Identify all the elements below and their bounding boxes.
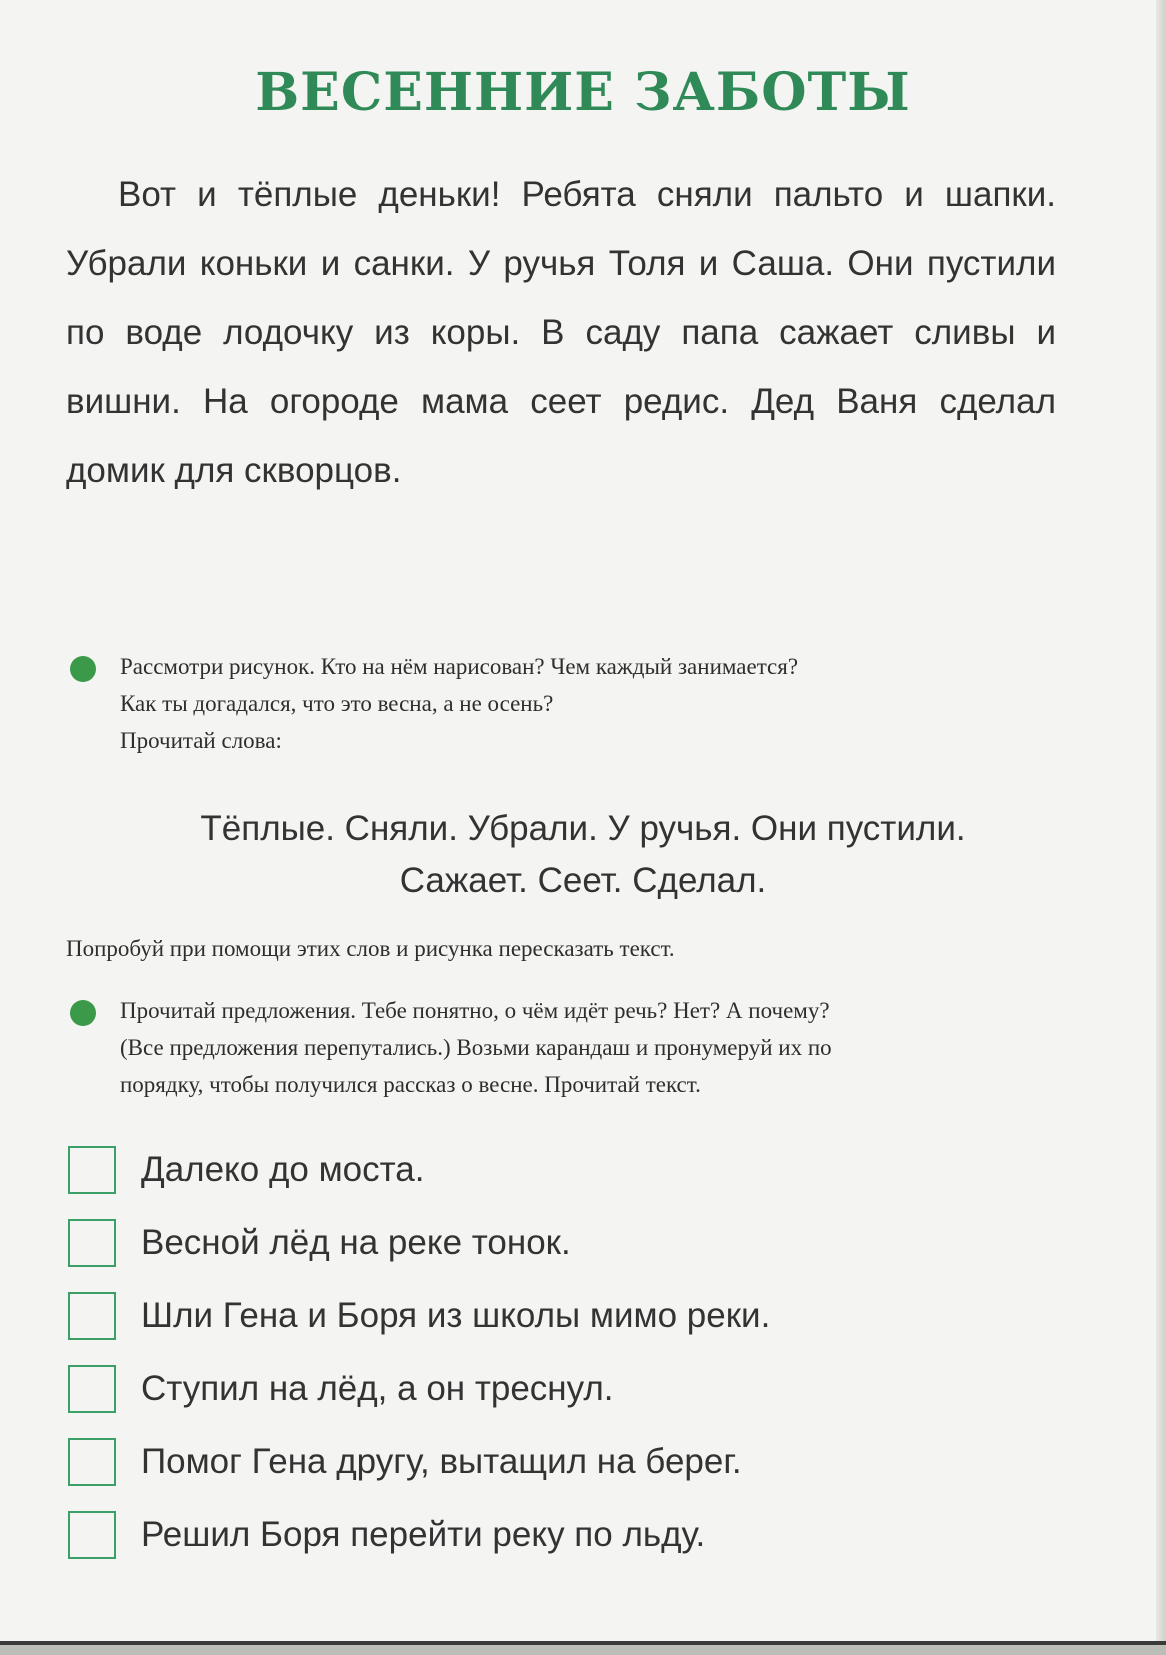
page-title: ВЕСЕННИЕ ЗАБОТЫ bbox=[255, 62, 911, 123]
words-line-1: Тёплые. Сняли. Убрали. У ручья. Они пустили. bbox=[200, 809, 966, 848]
list-item bbox=[66, 1142, 1066, 1215]
list-item bbox=[66, 1288, 1066, 1361]
number-box[interactable] bbox=[68, 1146, 116, 1194]
sentence-list bbox=[66, 1142, 1066, 1580]
number-box[interactable] bbox=[68, 1511, 116, 1559]
green-bullet-icon bbox=[70, 1000, 96, 1026]
task-1-line-2: Как ты догадался, что это весна, а не осень? bbox=[120, 691, 554, 716]
sentence-text: Шли Гена и Боря из школы мимо реки. bbox=[141, 1296, 771, 1335]
green-bullet-icon bbox=[70, 656, 96, 682]
task-2-line-3: порядку, чтобы получился рассказ о весне. Прочитай текст. bbox=[120, 1072, 701, 1097]
task-2-line-2: (Все предложения перепутались.) Возьми карандаш и пронумеруй их по bbox=[120, 1035, 832, 1060]
sentence-text: Ступил на лёд, а он треснул. bbox=[141, 1369, 614, 1408]
number-box[interactable] bbox=[68, 1438, 116, 1486]
task-1 bbox=[66, 648, 1056, 759]
sentence-text: Помог Гена другу, вытащил на берег. bbox=[141, 1442, 742, 1481]
words-line-2: Сажает. Сеет. Сделал. bbox=[399, 861, 767, 900]
sentence-text: Далеко до моста. bbox=[141, 1150, 425, 1189]
story-body: Вот и тёплые деньки! Ребята сняли пальто и шапки. Убрали коньки и санки. У ручья Толя и Саша. Они пустили по воде лодочку из коры. В саду папа сажает сливы и вишни. На огороде мама сеет редис. Дед Ваня сделал домик для скворцов. bbox=[66, 175, 1056, 490]
retell-instruction: Попробуй при помощи этих слов и рисунка пересказать текст. bbox=[66, 936, 675, 961]
list-item bbox=[66, 1361, 1066, 1434]
words-block bbox=[0, 803, 1166, 907]
sentence-text: Решил Боря перейти реку по льду. bbox=[141, 1515, 706, 1554]
task-2-line-1: Прочитай предложения. Тебе понятно, о чём идёт речь? Нет? А почему? bbox=[120, 998, 830, 1023]
task-2 bbox=[66, 992, 1056, 1103]
number-box[interactable] bbox=[68, 1219, 116, 1267]
page-bottom-edge bbox=[0, 1641, 1166, 1645]
task-1-line-1: Рассмотри рисунок. Кто на нём нарисован? Чем каждый занимается? bbox=[120, 654, 799, 679]
number-box[interactable] bbox=[68, 1292, 116, 1340]
list-item bbox=[66, 1434, 1066, 1507]
number-box[interactable] bbox=[68, 1365, 116, 1413]
sentence-text: Весной лёд на реке тонок. bbox=[141, 1223, 571, 1262]
list-item bbox=[66, 1507, 1066, 1580]
story-text bbox=[66, 160, 1056, 505]
task-1-line-3: Прочитай слова: bbox=[120, 728, 282, 753]
page-bottom-shadow bbox=[0, 1645, 1166, 1655]
list-item bbox=[66, 1215, 1066, 1288]
